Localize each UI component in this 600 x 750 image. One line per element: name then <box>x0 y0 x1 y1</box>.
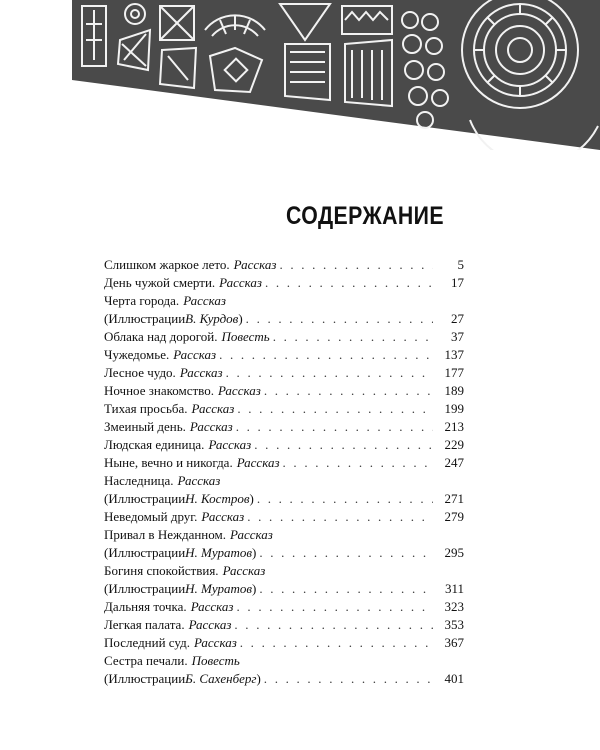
toc-entry <box>104 400 464 418</box>
toc-entry <box>104 256 464 274</box>
toc-entry-page: 353 <box>444 617 464 632</box>
toc-entry-illustrator: Н. Муратов <box>185 545 253 560</box>
toc-entry-genre: Повесть <box>191 653 240 668</box>
toc-entry-title: Черта города. <box>104 293 180 308</box>
toc-entry-genre: Рассказ <box>219 275 262 290</box>
toc-leader-dots <box>234 616 433 634</box>
toc-entry-page: 37 <box>451 329 464 344</box>
toc-entry-illustrator: Н. Костров <box>185 491 250 506</box>
toc-entry-title: Ночное знакомство. <box>104 383 214 398</box>
toc-entry-page: 177 <box>444 365 464 380</box>
toc-entry-page: 401 <box>444 671 464 686</box>
toc-entry <box>104 508 464 526</box>
toc-entry-genre: Повесть <box>221 329 270 344</box>
toc-entry-page: 271 <box>444 491 464 506</box>
toc-entry <box>104 472 464 508</box>
toc-entry-genre: Рассказ <box>236 455 280 470</box>
toc-illustrations-prefix: (Иллюстрации <box>104 671 186 686</box>
toc-leader-dots <box>254 436 433 454</box>
toc-entry-title: Ныне, вечно и никогда. <box>104 455 233 470</box>
toc-entry-title-line <box>104 526 464 544</box>
toc-entry-page: 27 <box>451 311 464 326</box>
toc-entry-genre: Рассказ <box>189 419 233 434</box>
toc-entry-page: 323 <box>444 599 464 614</box>
toc-entry-genre: Рассказ <box>201 509 245 524</box>
toc-leader-dots <box>247 508 433 526</box>
toc-entry-page: 213 <box>444 419 464 434</box>
toc-illustrations-prefix: (Иллюстрации <box>104 311 186 326</box>
toc-entry-title-line <box>104 274 464 292</box>
toc-entry-genre: Рассказ <box>193 635 237 650</box>
toc-entry-illustrator: Б. Сахенберг <box>185 671 257 686</box>
toc-entry-title: Дальняя точка. <box>104 599 187 614</box>
toc-leader-dots <box>226 364 433 382</box>
toc-entry <box>104 328 464 346</box>
toc-entry-title: Чужедомье. <box>104 347 170 362</box>
toc-entry-illustrator: Н. Муратов <box>185 581 253 596</box>
toc-entry-title-line <box>104 436 464 454</box>
toc-entry-title: Тихая просьба. <box>104 401 188 416</box>
toc-entry-genre: Рассказ <box>217 383 261 398</box>
toc-entry-title: Лесное чудо. <box>104 365 176 380</box>
toc-entry-title-line <box>104 454 464 472</box>
toc-entry-illustrations-line <box>104 670 464 688</box>
toc-illustrations-prefix: (Иллюстрации <box>104 491 186 506</box>
toc-entry-genre: Рассказ <box>233 257 277 272</box>
toc-entry-page: 137 <box>444 347 464 362</box>
toc-entry <box>104 634 464 652</box>
toc-entry-title-line <box>104 292 464 310</box>
toc-leader-dots <box>246 310 433 328</box>
toc-entry <box>104 292 464 328</box>
toc-entry-genre: Рассказ <box>191 401 235 416</box>
toc-entry-title-line <box>104 364 464 382</box>
toc-entry <box>104 418 464 436</box>
toc-entry-title-line <box>104 562 464 580</box>
toc-entry-illustrations-line <box>104 490 464 508</box>
toc-entry-page: 367 <box>444 635 464 650</box>
toc-entry-title: Наследница. <box>104 473 174 488</box>
toc-entry <box>104 598 464 616</box>
toc-entry-page: 189 <box>444 383 464 398</box>
toc-leader-dots <box>240 634 433 652</box>
toc-entry <box>104 616 464 634</box>
toc-illustrations-close: ) <box>252 545 257 560</box>
toc-entry-title: Легкая палата. <box>104 617 185 632</box>
toc-entry-title: Змеиный день. <box>104 419 186 434</box>
toc-illustrations-prefix: (Иллюстрации <box>104 581 186 596</box>
toc-entry-page: 199 <box>444 401 464 416</box>
toc-leader-dots <box>236 418 433 436</box>
toc-entry-page: 229 <box>444 437 464 452</box>
toc-entry <box>104 526 464 562</box>
toc-entry-title-line <box>104 508 464 526</box>
toc-entry-illustrations-line <box>104 580 464 598</box>
toc-entry-title-line <box>104 652 464 670</box>
toc-entry <box>104 454 464 472</box>
toc-entry-title-line <box>104 616 464 634</box>
toc-leader-dots <box>283 454 433 472</box>
toc-entry-page: 295 <box>444 545 464 560</box>
toc-entry-page: 17 <box>451 275 464 290</box>
toc-entry <box>104 436 464 454</box>
toc-entry-genre: Рассказ <box>179 365 223 380</box>
toc-entry-illustrator: В. Курдов <box>185 311 239 326</box>
toc-entry-title-line <box>104 346 464 364</box>
toc-entry-illustrations-line <box>104 544 464 562</box>
toc-leader-dots <box>265 274 433 292</box>
toc-entry-illustrations-line <box>104 310 464 328</box>
toc-entry <box>104 274 464 292</box>
toc-illustrations-prefix: (Иллюстрации <box>104 545 186 560</box>
toc-entry-genre: Рассказ <box>222 563 266 578</box>
toc-entry <box>104 364 464 382</box>
toc-entry-title: Сестра печали. <box>104 653 188 668</box>
toc-leader-dots <box>259 544 433 562</box>
toc-leader-dots <box>219 346 433 364</box>
toc-illustrations-close: ) <box>249 491 254 506</box>
toc-entry <box>104 346 464 364</box>
page-title-text: СОДЕРЖАНИЕ <box>286 202 444 230</box>
toc-entry-page: 311 <box>444 581 464 596</box>
toc-leader-dots <box>264 382 433 400</box>
ornament-header-image <box>0 0 600 150</box>
toc-entry-page: 5 <box>457 257 464 272</box>
toc-entry-title-line <box>104 418 464 436</box>
toc-entry-title: Неведомый друг. <box>104 509 198 524</box>
toc-leader-dots <box>257 490 433 508</box>
toc-entry-genre: Рассказ <box>173 347 217 362</box>
toc-entry <box>104 382 464 400</box>
toc-entry-genre: Рассказ <box>188 617 232 632</box>
toc-entry-title: Богиня спокойствия. <box>104 563 219 578</box>
toc-entry <box>104 652 464 688</box>
toc-entry-title: Слишком жаркое лето. <box>104 257 230 272</box>
toc-entry-genre: Рассказ <box>183 293 227 308</box>
toc-illustrations-close: ) <box>238 311 243 326</box>
toc-entry-page: 247 <box>444 455 464 470</box>
toc-entry-title-line <box>104 400 464 418</box>
toc-leader-dots <box>237 598 433 616</box>
toc-entry-title-line <box>104 472 464 490</box>
table-of-contents <box>104 256 464 688</box>
toc-entry-title-line <box>104 328 464 346</box>
toc-illustrations-close: ) <box>256 671 261 686</box>
toc-entry-title: Привал в Нежданном. <box>104 527 226 542</box>
toc-entry-page: 279 <box>444 509 464 524</box>
toc-leader-dots <box>273 328 433 346</box>
toc-entry-genre: Рассказ <box>190 599 234 614</box>
toc-entry-genre: Рассказ <box>208 437 252 452</box>
toc-entry-genre: Рассказ <box>230 527 273 542</box>
toc-entry-title: Облака над дорогой. <box>104 329 218 344</box>
toc-entry-title: День чужой смерти. <box>104 275 216 290</box>
toc-entry <box>104 562 464 598</box>
toc-leader-dots <box>279 256 433 274</box>
toc-entry-title: Последний суд. <box>104 635 190 650</box>
toc-entry-title: Людская единица. <box>104 437 205 452</box>
toc-leader-dots <box>264 670 433 688</box>
page-title <box>55 202 565 231</box>
toc-leader-dots <box>259 580 433 598</box>
toc-entry-title-line <box>104 256 464 274</box>
toc-entry-title-line <box>104 634 464 652</box>
toc-entry-title-line <box>104 598 464 616</box>
toc-illustrations-close: ) <box>252 581 257 596</box>
toc-entry-genre: Рассказ <box>177 473 221 488</box>
toc-leader-dots <box>237 400 433 418</box>
toc-entry-title-line <box>104 382 464 400</box>
